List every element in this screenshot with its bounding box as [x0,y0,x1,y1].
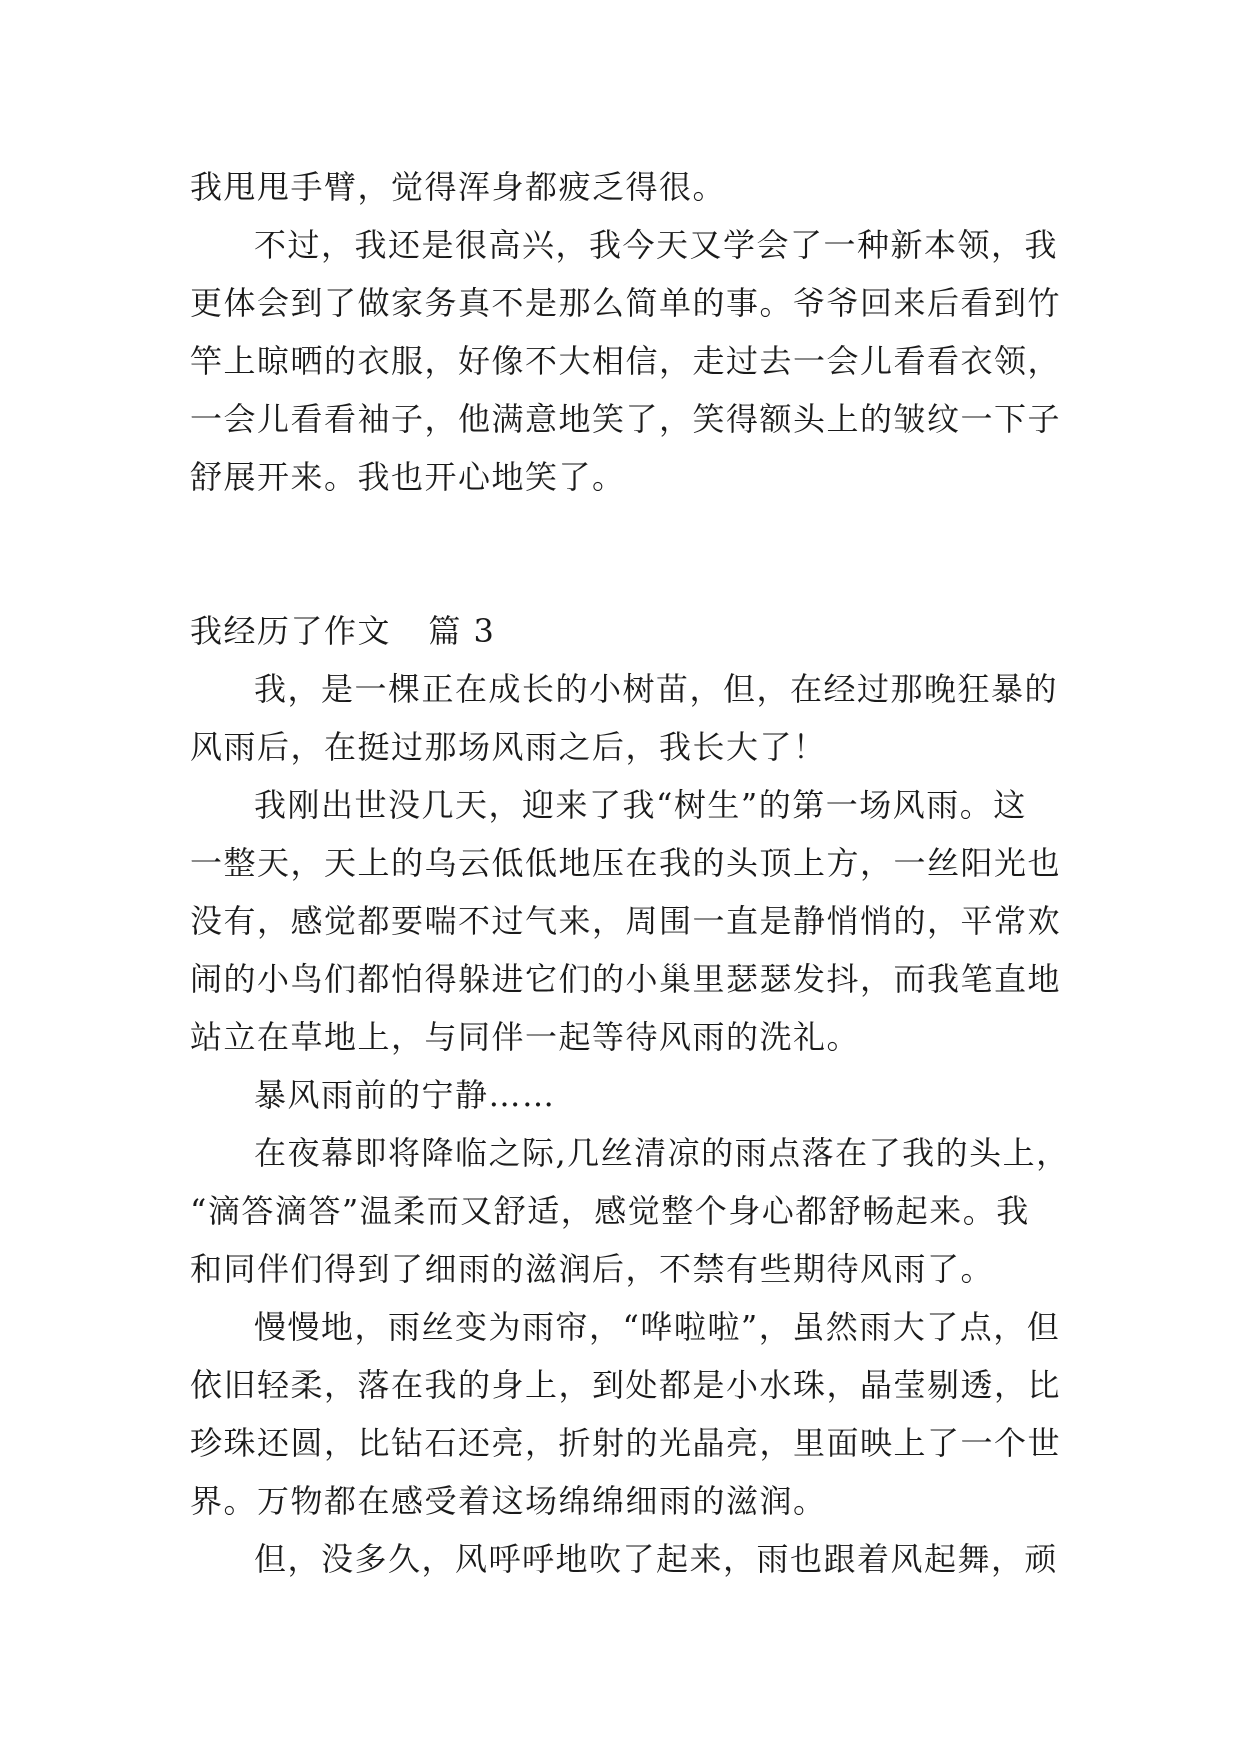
text-line: 一会儿看看袖子，他满意地笑了，笑得额头上的皱纹一下子 [190,400,1062,438]
section-number: 篇 3 [428,612,496,650]
text-line: 和同伴们得到了细雨的滋润后，不禁有些期待风雨了。 [190,1250,995,1288]
text-line: 暴风雨前的宁静…… [254,1076,556,1114]
text-line: 依旧轻柔，落在我的身上，到处都是小水珠，晶莹剔透，比 [190,1366,1062,1404]
text-line: 不过，我还是很高兴，我今天又学会了一种新本领，我 [254,226,1059,264]
text-line: 但，没多久，风呼呼地吹了起来，雨也跟着风起舞，顽 [254,1540,1059,1578]
text-line: 我，是一棵正在成长的小树苗，但，在经过那晚狂暴的 [254,670,1059,708]
text-line: 慢慢地，雨丝变为雨帘，“哗啦啦”，虽然雨大了点，但 [254,1308,1061,1346]
text-line: 界。万物都在感受着这场绵绵细雨的滋润。 [190,1482,827,1520]
section-gap [190,506,1060,602]
text-line: 一整天，天上的乌云低低地压在我的头顶上方，一丝阳光也 [190,844,1062,882]
text-line: 在夜幕即将降临之际,几丝清凉的雨点落在了我的头上， [254,1134,1070,1172]
text-line: 更体会到了做家务真不是那么简单的事。爷爷回来后看到竹 [190,284,1062,322]
text-line: 风雨后，在挺过那场风雨之后，我长大了！ [190,728,827,766]
text-line: 我刚出世没几天，迎来了我“树生”的第一场风雨。这 [254,786,1027,824]
document-body [190,158,1070,1588]
text-line: “滴答滴答”温柔而又舒适，感觉整个身心都舒畅起来。我 [190,1192,1030,1230]
text-line: 珍珠还圆，比钻石还亮，折射的光晶亮，里面映上了一个世 [190,1424,1062,1462]
text-line: 站立在草地上，与同伴一起等待风雨的洗礼。 [190,1018,861,1056]
text-line: 我甩甩手臂，觉得浑身都疲乏得很。 [190,168,727,206]
section-title: 我经历了作文 [190,612,392,650]
text-line: 竿上晾晒的衣服，好像不大相信，走过去一会儿看看衣领， [190,342,1062,380]
text-line: 舒展开来。我也开心地笑了。 [190,458,626,496]
section-heading [190,602,1060,660]
text-line: 没有，感觉都要喘不过气来，周围一直是静悄悄的，平常欢 [190,902,1062,940]
text-line: 闹的小鸟们都怕得躲进它们的小巢里瑟瑟发抖，而我笔直地 [190,960,1062,998]
